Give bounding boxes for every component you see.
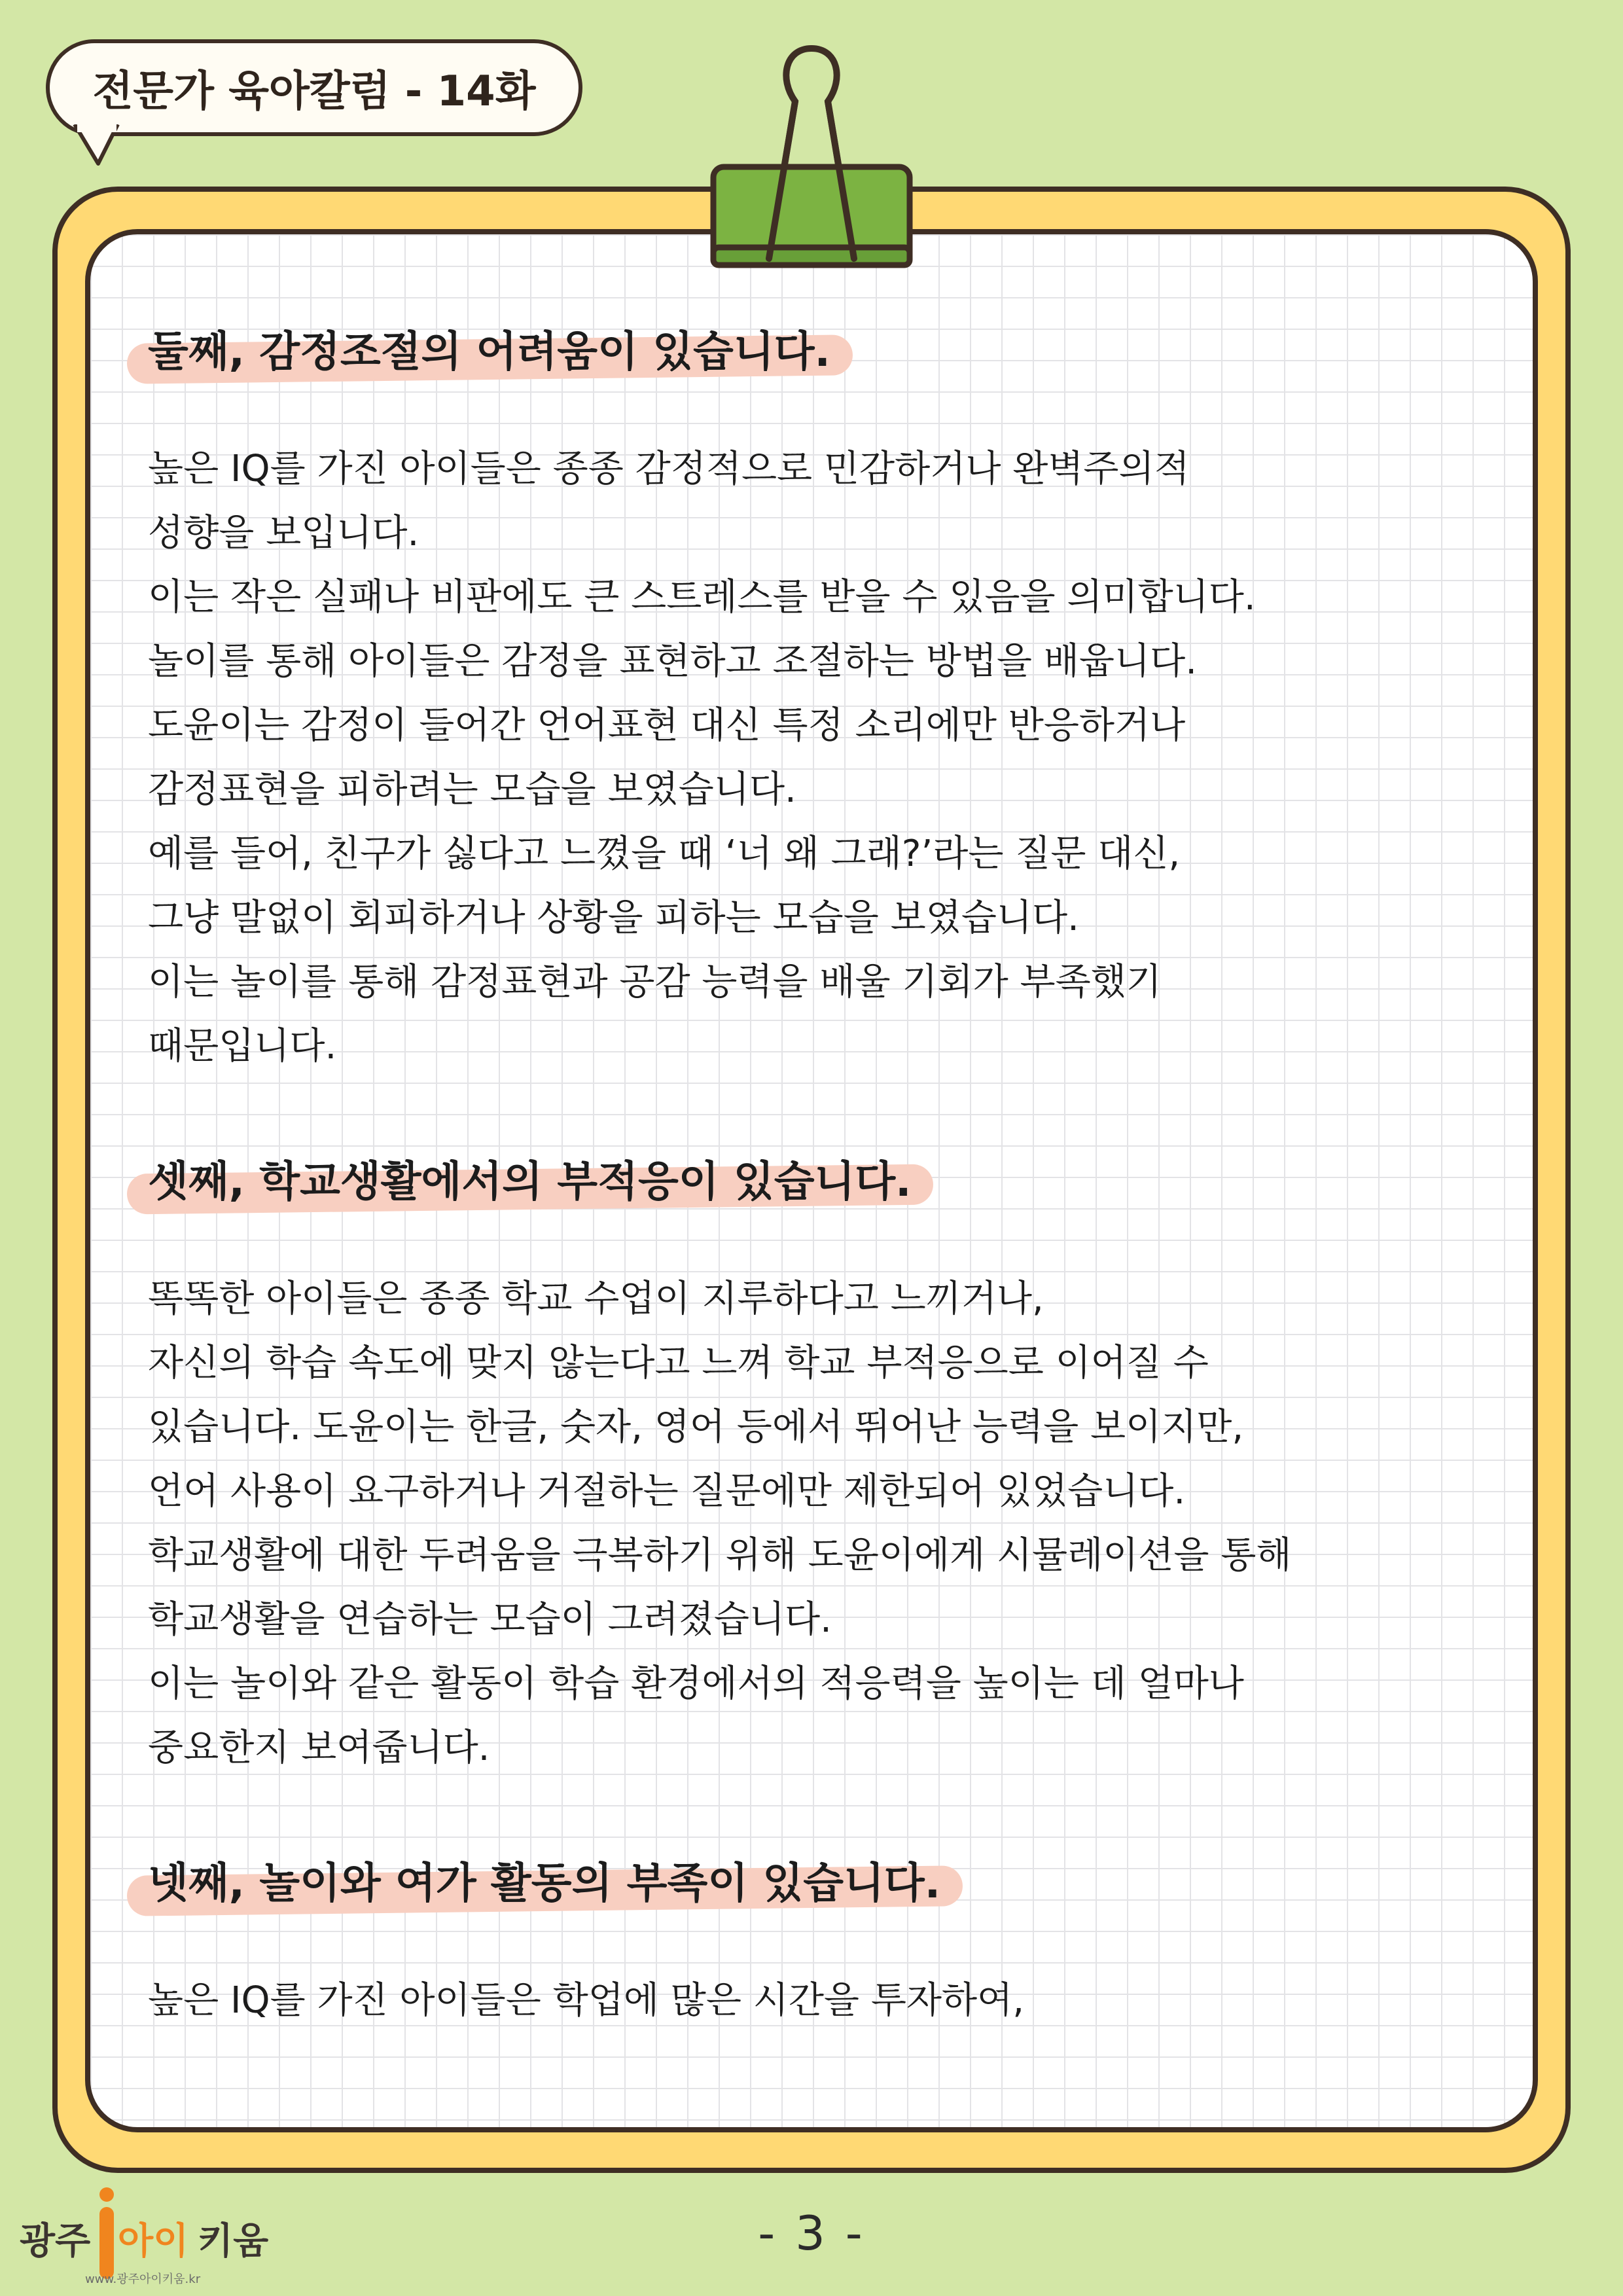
logo-text-kium: 키움 — [198, 2220, 269, 2263]
paragraph-line: 높은 IQ를 가진 아이들은 학업에 많은 시간을 투자하여, — [148, 1979, 1025, 2022]
column-title: 전문가 육아칼럼 - 14화 — [92, 67, 536, 116]
section-play — [148, 1844, 1496, 2033]
section-paragraph — [148, 437, 1496, 1079]
section-paragraph — [148, 1267, 1496, 1780]
paragraph-line: 언어 사용이 요구하거나 거절하는 질문에만 제한되어 있었습니다. — [148, 1470, 1186, 1513]
paragraph-line: 있습니다. 도윤이는 한글, 숫자, 영어 등에서 뛰어난 능력을 보이지만, — [148, 1406, 1244, 1448]
paragraph-line: 그냥 말없이 회피하거나 상황을 피하는 모습을 보였습니다. — [148, 897, 1079, 939]
paragraph-line: 학교생활을 연습하는 모습이 그려졌습니다. — [148, 1598, 832, 1641]
paragraph-line: 이는 놀이와 같은 활동이 학습 환경에서의 적응력을 높이는 데 얼마나 — [148, 1662, 1244, 1705]
paragraph-line: 예를 들어, 친구가 싫다고 느꼈을 때 ‘너 왜 그래?’라는 질문 대신, — [148, 833, 1181, 875]
section-heading: 넷째, 놀이와 여가 활동의 부족이 있습니다. — [136, 1844, 952, 1923]
paragraph-line: 도윤이는 감정이 들어간 언어표현 대신 특정 소리에만 반응하거나 — [148, 704, 1186, 747]
section-emotion — [148, 313, 1496, 1079]
paragraph-line: 높은 IQ를 가진 아이들은 종종 감정적으로 민감하거나 완벽주의적 — [148, 448, 1190, 490]
grid-paper — [85, 229, 1538, 2132]
paragraph-line: 이는 놀이를 통해 감정표현과 공감 능력을 배울 기회가 부족했기 — [148, 961, 1162, 1003]
paragraph-line: 감정표현을 피하려는 모습을 보였습니다. — [148, 768, 796, 811]
logo-text-aii: 아이 — [118, 2220, 189, 2263]
binder-clip-icon — [707, 39, 916, 275]
section-paragraph — [148, 1969, 1496, 2033]
aiikium-logo-icon — [20, 2179, 288, 2291]
speech-bubble-tail — [72, 124, 131, 170]
paragraph-line: 이는 작은 실패나 비판에도 큰 스트레스를 받을 수 있음을 의미합니다. — [148, 576, 1256, 619]
section-heading: 셋째, 학교생활에서의 부적응이 있습니다. — [136, 1143, 923, 1221]
paragraph-line: 자신의 학습 속도에 맞지 않는다고 느껴 학교 부적응으로 이어질 수 — [148, 1342, 1209, 1384]
column-title-badge — [46, 39, 582, 136]
section-heading: 둘째, 감정조절의 어려움이 있습니다. — [136, 313, 842, 391]
logo-url: www.광주아이키움.kr — [85, 2272, 201, 2286]
paragraph-line: 때문입니다. — [148, 1025, 337, 1067]
section-school — [148, 1143, 1496, 1780]
logo-text-gwangju: 광주 — [20, 2220, 91, 2263]
paragraph-line: 놀이를 통해 아이들은 감정을 표현하고 조절하는 방법을 배웁니다. — [148, 640, 1197, 683]
paragraph-line: 학교생활에 대한 두려움을 극복하기 위해 도윤이에게 시뮬레이션을 통해 — [148, 1534, 1292, 1577]
paragraph-line: 중요한지 보여줍니다. — [148, 1727, 490, 1769]
paragraph-line: 성향을 보입니다. — [148, 512, 419, 554]
page-number: - 3 - — [758, 2206, 865, 2261]
article-body — [148, 313, 1496, 2033]
paragraph-line: 똑똑한 아이들은 종종 학교 수업이 지루하다고 느끼거나, — [148, 1278, 1044, 1320]
